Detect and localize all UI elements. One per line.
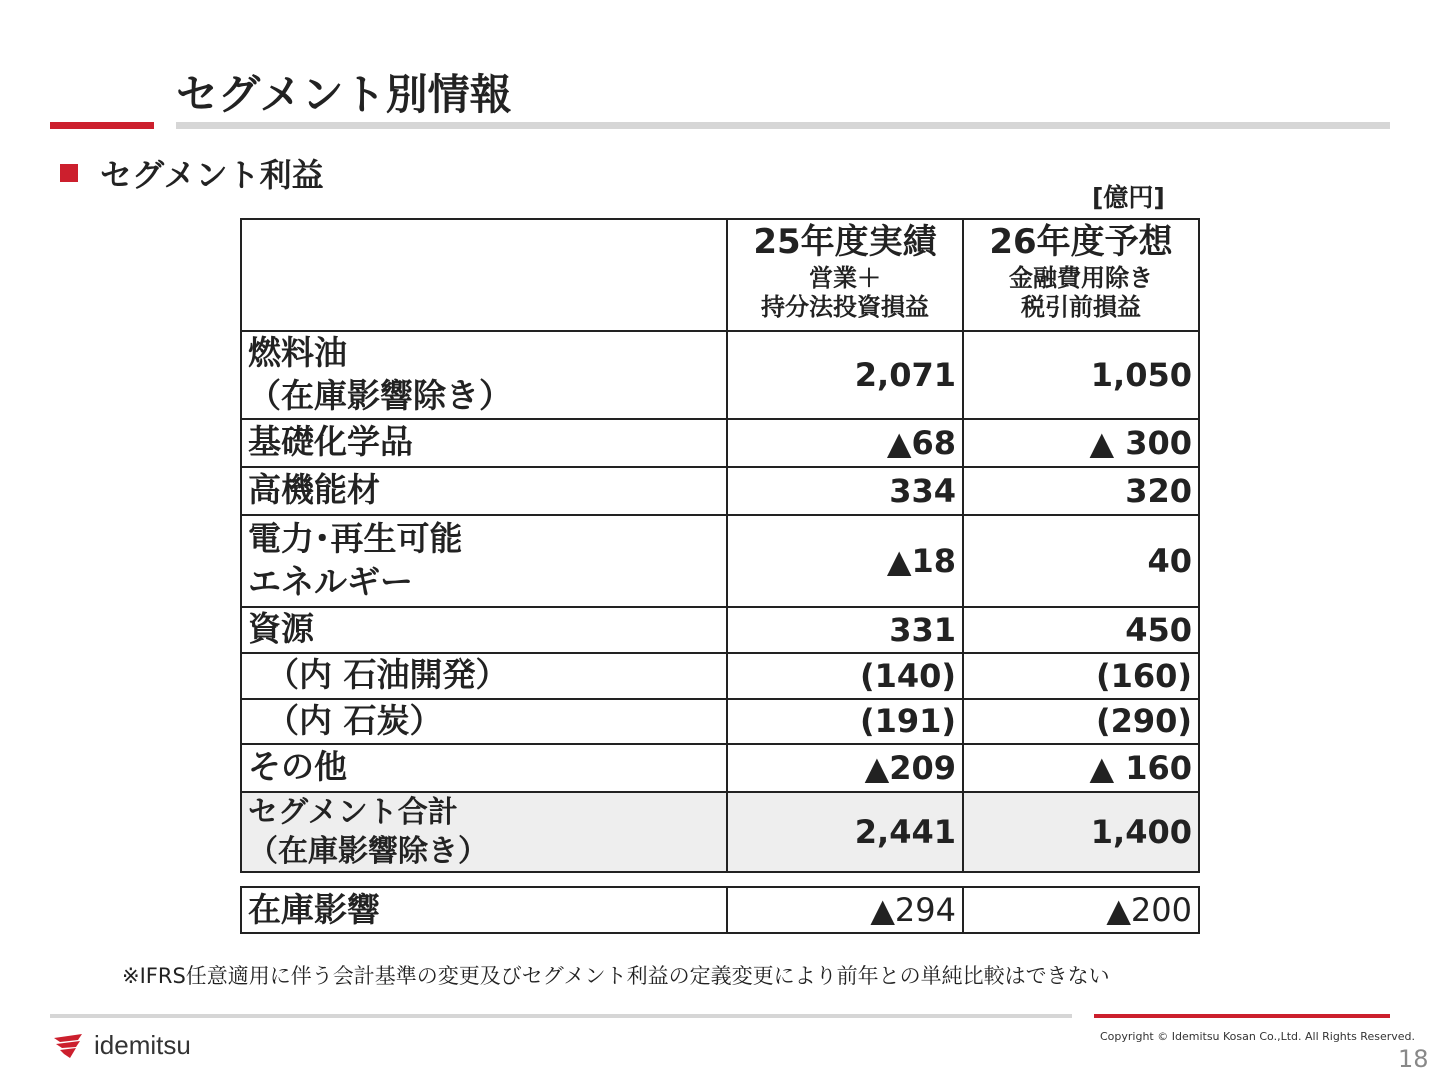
copyright-text: Copyright © Idemitsu Kosan Co.,Ltd. All Rights Reserved. bbox=[1100, 1030, 1416, 1043]
unit-label: [億円] bbox=[1092, 183, 1165, 212]
footer-rule-accent bbox=[1094, 1014, 1390, 1018]
row-value-actual: 2,441 bbox=[727, 792, 963, 872]
table-row bbox=[241, 699, 1199, 744]
row-label-line2: （在庫影響除き） bbox=[248, 375, 512, 415]
row-label bbox=[241, 515, 727, 607]
page-number: 18 bbox=[1398, 1045, 1429, 1073]
row-value-forecast: 1,050 bbox=[963, 331, 1199, 419]
page-title: セグメント別情報 bbox=[176, 70, 512, 119]
logo-text: idemitsu bbox=[94, 1030, 191, 1060]
row-label: （内 石炭） bbox=[241, 699, 727, 744]
header-empty-cell bbox=[241, 219, 727, 331]
row-label-line1: セグメント合計 bbox=[248, 794, 458, 830]
row-value-forecast: ▲ 300 bbox=[963, 419, 1199, 467]
footer-rule bbox=[50, 1014, 1072, 1018]
table-row bbox=[241, 607, 1199, 653]
table-row bbox=[241, 887, 1199, 933]
row-label-line2: エネルギー bbox=[248, 561, 413, 601]
row-value-actual: ▲209 bbox=[727, 744, 963, 792]
segment-profit-table bbox=[240, 218, 1200, 873]
inventory-value-forecast: ▲200 bbox=[963, 887, 1199, 933]
row-value-forecast: (290) bbox=[963, 699, 1199, 744]
table-row bbox=[241, 653, 1199, 699]
logo-mark-icon bbox=[52, 1032, 86, 1060]
row-label-line1: 電力･再生可能 bbox=[248, 518, 463, 558]
header-col-forecast-sub2: 税引前損益 bbox=[1021, 292, 1141, 321]
footnote: ※IFRS任意適用に伴う会計基準の変更及びセグメント利益の定義変更により前年との単純比較はできない bbox=[122, 964, 1110, 988]
header-col-forecast-sub1: 金融費用除き bbox=[1009, 264, 1153, 293]
header-col-forecast bbox=[963, 219, 1199, 331]
title-underline-accent bbox=[50, 122, 154, 129]
row-value-actual: 2,071 bbox=[727, 331, 963, 419]
row-value-forecast: 450 bbox=[963, 607, 1199, 653]
inventory-label: 在庫影響 bbox=[241, 887, 727, 933]
row-label bbox=[241, 792, 727, 872]
row-value-forecast: (160) bbox=[963, 653, 1199, 699]
row-value-forecast: 1,400 bbox=[963, 792, 1199, 872]
table-row bbox=[241, 467, 1199, 515]
table-row bbox=[241, 331, 1199, 419]
row-label: （内 石油開発） bbox=[241, 653, 727, 699]
row-value-actual: ▲18 bbox=[727, 515, 963, 607]
title-underline bbox=[176, 122, 1390, 129]
table-row bbox=[241, 515, 1199, 607]
table-row bbox=[241, 419, 1199, 467]
row-label bbox=[241, 331, 727, 419]
section-title: セグメント利益 bbox=[100, 156, 324, 194]
header-col-actual-sub1: 営業＋ bbox=[809, 264, 881, 293]
header-col-actual-title: 25年度実績 bbox=[753, 222, 937, 262]
row-label-line1: 燃料油 bbox=[248, 333, 347, 372]
inventory-impact-table bbox=[240, 886, 1200, 934]
table-header-row bbox=[241, 219, 1199, 331]
row-label: 基礎化学品 bbox=[241, 419, 727, 467]
row-value-forecast: 40 bbox=[963, 515, 1199, 607]
table-row bbox=[241, 744, 1199, 792]
table-row-total bbox=[241, 792, 1199, 872]
header-col-actual-sub2: 持分法投資損益 bbox=[761, 292, 929, 321]
company-logo bbox=[52, 1030, 191, 1061]
row-label-line2: （在庫影響除き） bbox=[248, 833, 488, 869]
row-label: 高機能材 bbox=[241, 467, 727, 515]
header-col-actual bbox=[727, 219, 963, 331]
section-bullet-icon bbox=[60, 164, 78, 182]
row-value-forecast: ▲ 160 bbox=[963, 744, 1199, 792]
row-value-actual: (140) bbox=[727, 653, 963, 699]
inventory-value-actual: ▲294 bbox=[727, 887, 963, 933]
row-value-forecast: 320 bbox=[963, 467, 1199, 515]
row-label: 資源 bbox=[241, 607, 727, 653]
row-value-actual: 334 bbox=[727, 467, 963, 515]
row-label: その他 bbox=[241, 744, 727, 792]
row-value-actual: ▲68 bbox=[727, 419, 963, 467]
header-col-forecast-title: 26年度予想 bbox=[989, 222, 1173, 262]
row-value-actual: (191) bbox=[727, 699, 963, 744]
row-value-actual: 331 bbox=[727, 607, 963, 653]
